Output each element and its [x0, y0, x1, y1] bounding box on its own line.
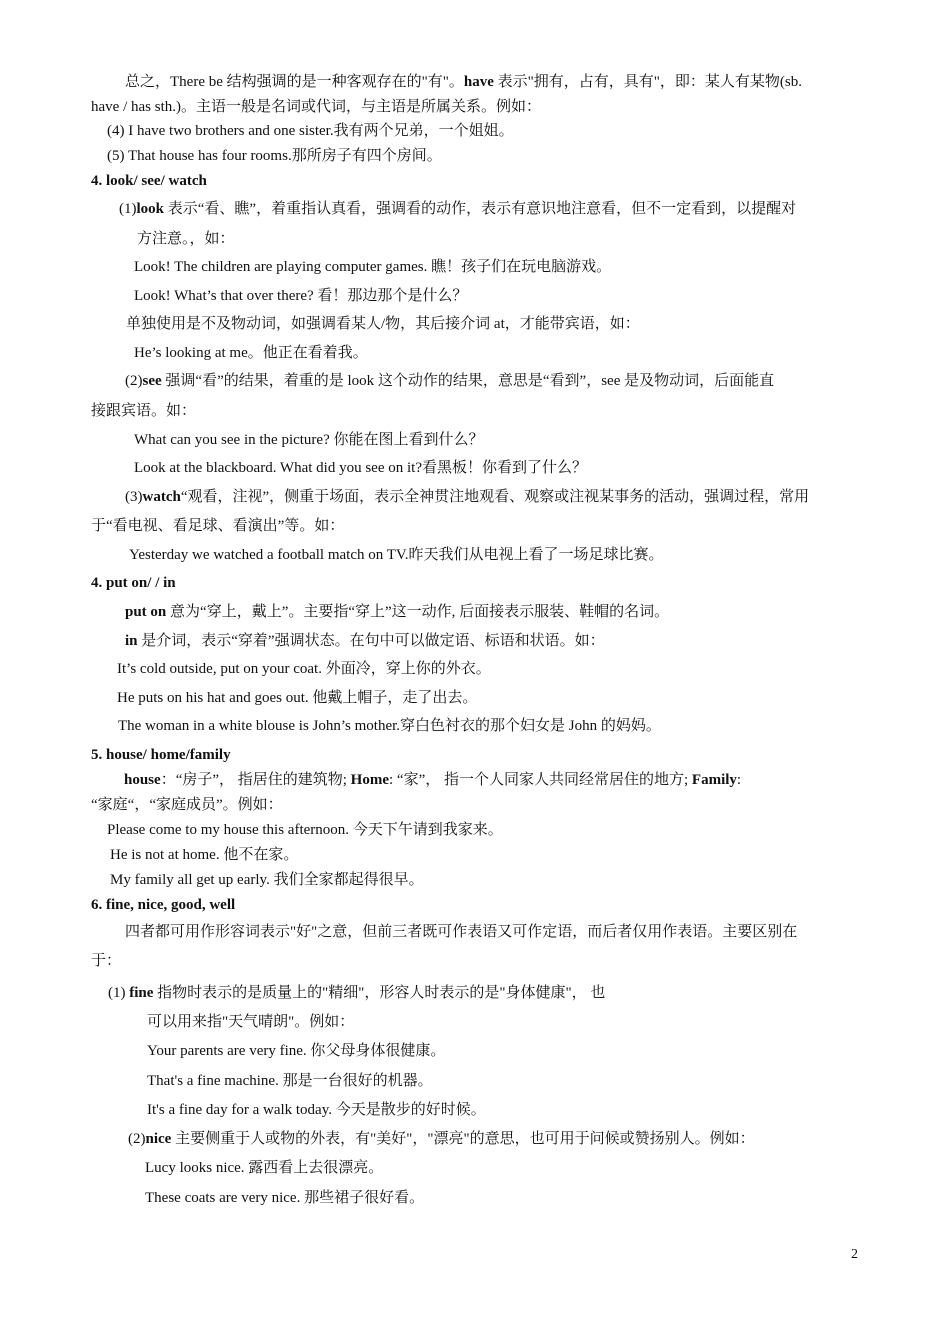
text-line: Look! What’s that over there? 看！那边那个是什么？: [134, 288, 468, 304]
text-line: He’s looking at me。他正在看着我。: [134, 345, 368, 361]
text-line: He puts on his hat and goes out. 他戴上帽子，走了出去。: [117, 690, 478, 706]
text-line: 单独使用是不及物动词，如强调看某人/物，其后接介词 at，才能带宾语，如：: [126, 316, 640, 332]
text-line: 于：: [91, 953, 122, 969]
text-line: It's a fine day for a walk today. 今天是散步的好时候。: [147, 1102, 486, 1118]
section-heading: 4. put on/ / in: [91, 575, 176, 591]
text-line: (1) fine 指物时表示的是质量上的"精细"，形容人时表示的是"身体健康"， 也: [108, 985, 606, 1001]
text-line: put on 意为“穿上，戴上”。主要指“穿上”这一动作, 后面接表示服装、鞋帽的名词。: [125, 604, 670, 620]
text-line: Lucy looks nice. 露西看上去很漂亮。: [145, 1160, 384, 1176]
text-line: 可以用来指"天气晴朗"。例如：: [147, 1014, 355, 1030]
text-line: have / has sth.)。主语一般是名词或代词，与主语是所属关系。例如：: [91, 99, 541, 115]
text-line: It’s cold outside, put on your coat. 外面冷，穿上你的外衣。: [117, 661, 491, 677]
text-line: Your parents are very fine. 你父母身体很健康。: [147, 1043, 446, 1059]
text-line: (3)watch“观看，注视”，侧重于场面，表示全神贯注地观看、观察或注视某事务的活动，强调过程，常用: [125, 489, 810, 505]
text-line: 接跟宾语。如：: [91, 403, 197, 419]
text-line: in 是介词，表示“穿着”强调状态。在句中可以做定语、标语和状语。如：: [125, 633, 605, 649]
text-line: 方注意。，如：: [137, 231, 235, 247]
text-line: These coats are very nice. 那些裙子很好看。: [145, 1190, 425, 1206]
text-line: What can you see in the picture? 你能在图上看到什么？: [134, 432, 484, 448]
text-line: 四者都可用作形容词表示"好"之意，但前三者既可作表语又可作定语，而后者仅用作表语。主要区别在: [125, 924, 798, 940]
text-line: house：“房子”， 指居住的建筑物; Home: “家”， 指一个人同家人共同经常居住的地方; Family:: [124, 772, 742, 788]
text-line: (2)nice 主要侧重于人或物的外表，有"美好"，"漂亮"的意思，也可用于问候或赞扬别人。例如：: [128, 1131, 755, 1147]
text-line: (2)see 强调“看”的结果，着重的是 look 这个动作的结果，意思是“看到”，see 是及物动词，后面能直: [125, 373, 775, 389]
text-line: 于“看电视、看足球、看演出”等。如：: [91, 518, 345, 534]
text-line: Yesterday we watched a football match on TV.昨天我们从电视上看了一场足球比赛。: [129, 547, 664, 563]
page-number: 2: [851, 1247, 858, 1262]
section-heading: 5. house/ home/family: [91, 747, 231, 763]
text-line: 总之，There be 结构强调的是一种客观存在的"有"。have 表示"拥有，占有，具有"，即：某人有某物(sb.: [125, 74, 802, 90]
text-line: Look! The children are playing computer games. 瞧！孩子们在玩电脑游戏。: [134, 259, 612, 275]
text-line: Look at the blackboard. What did you see on it?看黑板！你看到了什么？: [134, 460, 587, 476]
text-line: (4) I have two brothers and one sister.我有两个兄弟，一个姐姐。: [107, 123, 514, 139]
text-line: The woman in a white blouse is John’s mother.穿白色衬衣的那个妇女是 John 的妈妈。: [118, 718, 661, 734]
text-line: (1)look 表示“看、瞧”，着重指认真看，强调看的动作，表示有意识地注意看，但不一定看到，以提醒对: [119, 201, 797, 217]
text-line: That's a fine machine. 那是一台很好的机器。: [147, 1073, 433, 1089]
text-line: My family all get up early. 我们全家都起得很早。: [110, 872, 424, 888]
text-line: (5) That house has four rooms.那所房子有四个房间。: [107, 148, 442, 164]
text-line: He is not at home. 他不在家。: [110, 847, 299, 863]
section-heading: 6. fine, nice, good, well: [91, 897, 236, 913]
section-heading: 4. look/ see/ watch: [91, 173, 207, 189]
text-line: “家庭“，“家庭成员”。例如：: [91, 797, 283, 813]
text-line: Please come to my house this afternoon. 今天下午请到我家来。: [107, 822, 503, 838]
